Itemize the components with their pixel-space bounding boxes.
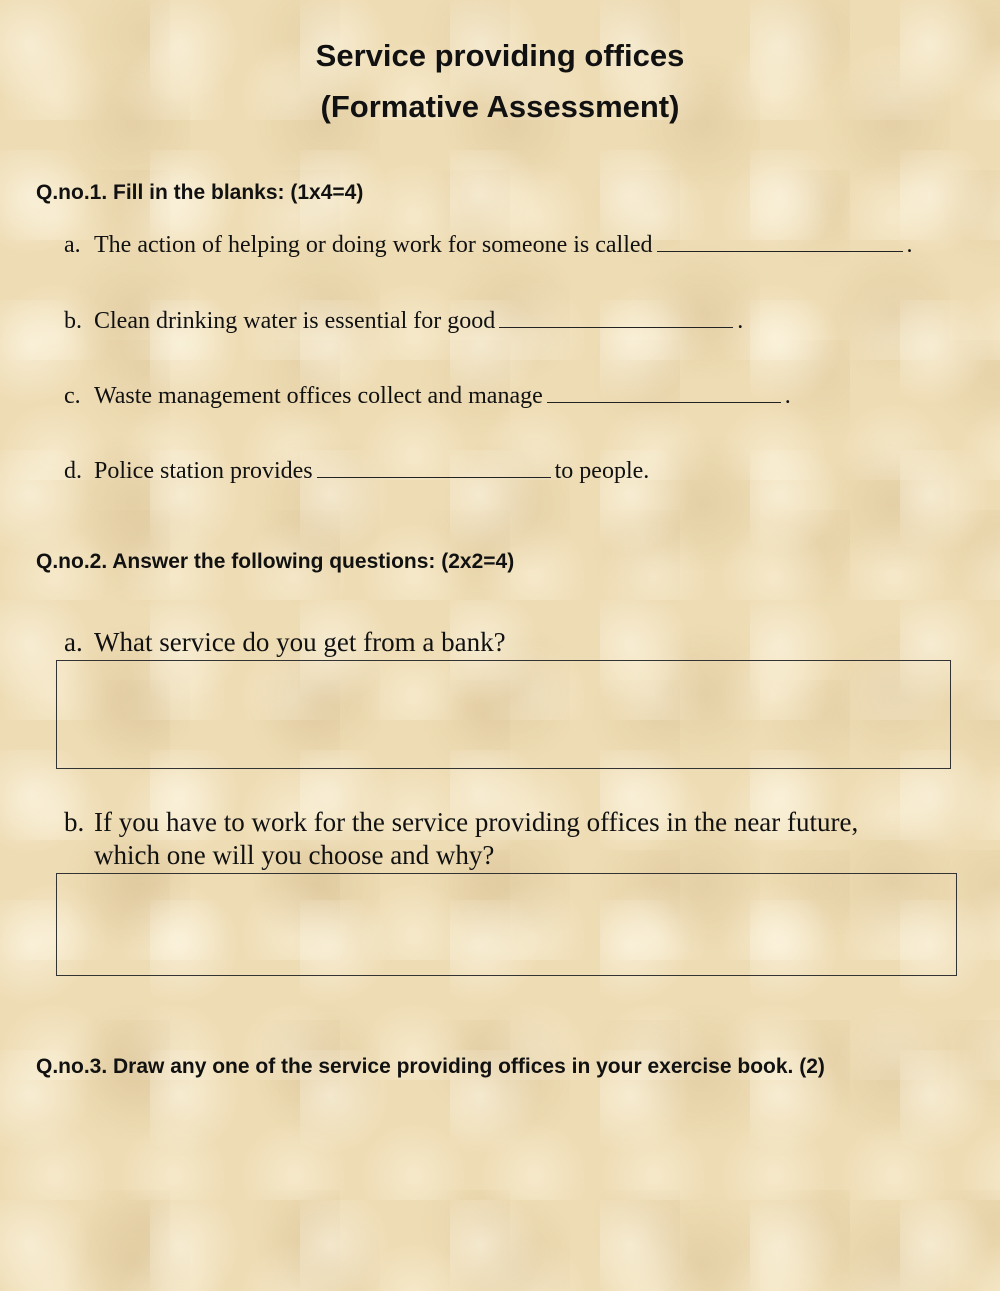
question-1d-end: to people.	[554, 458, 650, 484]
question-1a-text: The action of helping or doing work for someone is called	[94, 232, 653, 258]
question-1c-text: Waste management offices collect and manage	[94, 383, 543, 409]
question-2b-text-line1: If you have to work for the service providing offices in the near future,	[94, 807, 859, 837]
item-label: a.	[64, 627, 83, 657]
item-label: b.	[64, 807, 85, 837]
question-1b-end: .	[737, 308, 744, 334]
question-2b	[64, 806, 858, 872]
question-1a-blank[interactable]	[657, 229, 903, 252]
question-1c-end: .	[784, 383, 791, 409]
question-1d	[64, 455, 649, 485]
item-label: d.	[64, 458, 82, 484]
item-label: b.	[64, 308, 82, 334]
item-label: a.	[64, 232, 81, 258]
question-2a-text: What service do you get from a bank?	[94, 627, 506, 657]
page-title: Service providing offices	[315, 38, 685, 73]
question-2a-answer-box[interactable]	[56, 660, 951, 769]
question-2b-answer-box[interactable]	[56, 873, 957, 976]
question-2-heading: Q.no.2. Answer the following questions: (2x2=4)	[36, 550, 515, 573]
item-label: c.	[64, 383, 81, 409]
question-1b-text: Clean drinking water is essential for good	[94, 308, 496, 334]
question-1a	[64, 229, 913, 259]
question-1c	[64, 380, 791, 410]
question-1d-text: Police station provides	[94, 458, 313, 484]
question-2b-text-line2: which one will you choose and why?	[94, 840, 495, 870]
question-2a	[64, 626, 506, 659]
question-1-heading: Q.no.1. Fill in the blanks: (1x4=4)	[36, 181, 364, 204]
question-1b-blank[interactable]	[499, 305, 733, 328]
question-1a-end: .	[906, 232, 913, 258]
question-1c-blank[interactable]	[547, 380, 781, 403]
question-1b	[64, 305, 743, 335]
question-3-heading: Q.no.3. Draw any one of the service providing offices in your exercise book. (2)	[36, 1055, 825, 1078]
page-subtitle: (Formative Assessment)	[320, 89, 680, 124]
question-1d-blank[interactable]	[317, 455, 551, 478]
